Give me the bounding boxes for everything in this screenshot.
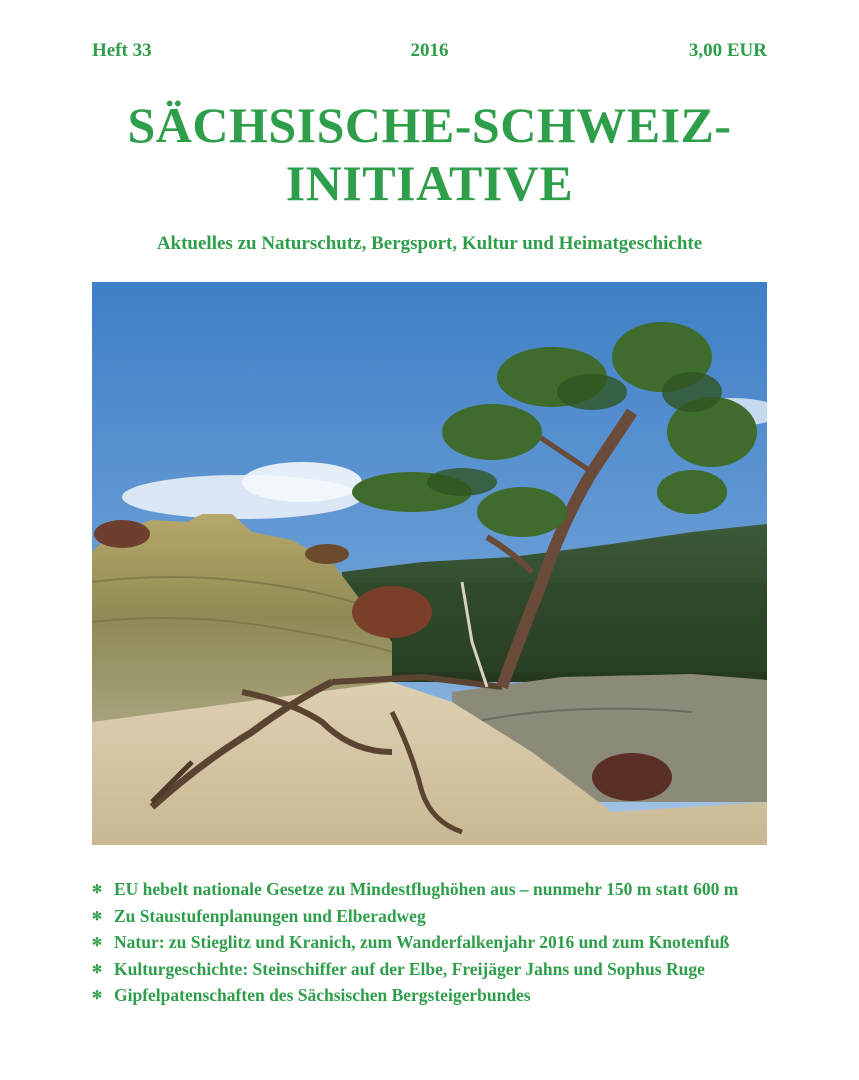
contents-item [92, 903, 792, 930]
contents-item [92, 876, 792, 903]
contents-item-text: EU hebelt nationale Gesetze zu Mindestflughöhen aus – nunmehr 150 m statt 600 m [114, 879, 739, 899]
contents-item-text: Natur: zu Stieglitz und Kranich, zum Wanderfalkenjahr 2016 und zum Knotenfuß [114, 932, 730, 952]
title-line-2: INITIATIVE [285, 155, 574, 211]
contents-item [92, 956, 792, 983]
contents-item [92, 929, 792, 956]
asterisk-bullet-icon: ✻ [92, 908, 103, 923]
magazine-title [0, 96, 859, 212]
asterisk-bullet-icon: ✻ [92, 988, 103, 1002]
asterisk-bullet-icon: ✻ [92, 961, 103, 976]
issue-year: 2016 [410, 40, 449, 61]
asterisk-bullet-icon: ✻ [92, 882, 103, 896]
contents-item-text: Gipfelpatenschaften des Sächsischen Bergsteigerbundes [114, 985, 531, 1005]
contents-item-text: Zu Staustufenplanungen und Elberadweg [114, 905, 426, 926]
issue-price: 3,00 EUR [688, 40, 767, 61]
cover-photo [92, 282, 767, 845]
asterisk-bullet-icon: ✻ [92, 935, 103, 949]
issue-number: Heft 33 [92, 40, 152, 61]
masthead-top-line [92, 40, 767, 68]
contents-list [92, 876, 792, 1009]
cover-photo-illustration [92, 282, 767, 845]
title-line-1: SÄCHSISCHE-SCHWEIZ- [127, 97, 732, 153]
magazine-subtitle: Aktuelles zu Naturschutz, Bergsport, Kultur und Heimatgeschichte [156, 233, 703, 254]
contents-item [92, 982, 792, 1009]
contents-item-text: Kulturgeschichte: Steinschiffer auf der Elbe, Freijäger Jahns und Sophus Ruge [114, 958, 705, 979]
